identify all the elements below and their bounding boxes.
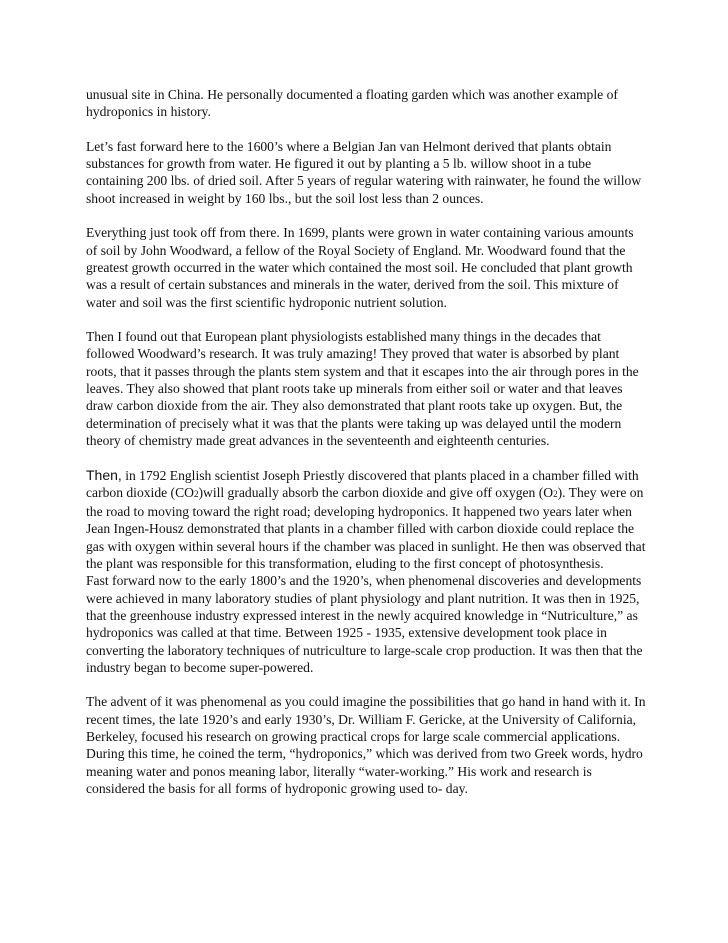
co2-subscript: 2 [193,488,199,499]
paragraph-china-floating-garden: unusual site in China. He personally documented a floating garden which was another example of hydroponics in history. [86,87,618,120]
priestly-text-part3: ). They were on the road to moving toward the right road; developing hydroponics. It happened two years later when Jean Ingen-Housz demonstrated that plants in a chamber filled with carbon dioxide could replace the gas with oxygen within several hours if the chamber was placed in sunlight. He then was observed that the plant was responsible for this transformation, eluding to the first concept of photosynthesis. [86,484,646,572]
paragraph-priestly [86,467,646,573]
paragraph-van-helmont: Let’s fast forward here to the 1600’s where a Belgian Jan van Helmont derived that plants obtain substances for growth from water. He figured it out by planting a 5 lb. willow shoot in a tube containing 200 lbs. of dried soil. After 5 years of regular watering with rainwater, he found the willow shoot increased in weight by 160 lbs., but the soil lost less than 2 ounces. [86,138,642,206]
paragraph-gericke: The advent of it was phenomenal as you could imagine the possibilities that go hand in hand with it. In recent times, the late 1920’s and early 1930’s, Dr. William F. Gericke, at the University of California, Berkeley, focused his research on growing practical crops for large scale commercial applications. During this time, he coined the term, “hydroponics,” which was derived from two Greek words, hydro meaning water and ponos meaning labor, literally “water-working.” His work and research is considered the basis for all forms of hydroponic growing used to- day. [86,694,646,796]
o2-subscript: 2 [553,488,558,499]
document-page [86,86,646,814]
priestly-text-part2: )will gradually absorb the carbon dioxide and give off oxygen (O [198,484,554,500]
paragraph-woodward: Everything just took off from there. In 1699, plants were grown in water containing various amounts of soil by John Woodward, a fellow of the Royal Society of England. Mr. Woodward found that the greatest growth occurred in the water which contained the most soil. He concluded that plant growth was a result of certain substances and minerals in the water, derived from the soil. This mixture of water and soil was the first scientific hydroponic nutrient solution. [86,225,634,310]
paragraph-european-physiologists: Then I found out that European plant physiologists established many things in the decades that followed Woodward’s research. It was truly amazing! They proved that water is absorbed by plant roots, that it passes through the plants stem system and that it escapes into the air through pores in the leaves. They also showed that plant roots take up minerals from either soil or water and that leaves draw carbon dioxide from the air. They also demonstrated that plant roots take up oxygen. But, the determination of precisely what it was that the plants were taking up was delayed until the modern theory of chemistry made great advances in the seventeenth and eighteenth centuries. [86,329,639,448]
priestly-text-part1: in 1792 English scientist Joseph Priestly discovered that plants placed in a chamber filled with carbon dioxide (CO [86,467,639,500]
lead-word-then: Then, [86,466,122,483]
paragraph-nutriculture: Fast forward now to the early 1800’s and the 1920’s, when phenomenal discoveries and developments were achieved in many laboratory studies of plant physiology and plant nutrition. It was then in 1925, that the greenhouse industry expressed interest in the newly acquired knowledge in “Nutriculture,” as hydroponics was called at that time. Between 1925 - 1935, extensive development took place in converting the laboratory techniques of nutriculture to large-scale crop production. It was then that the industry began to become super-powered. [86,573,643,675]
